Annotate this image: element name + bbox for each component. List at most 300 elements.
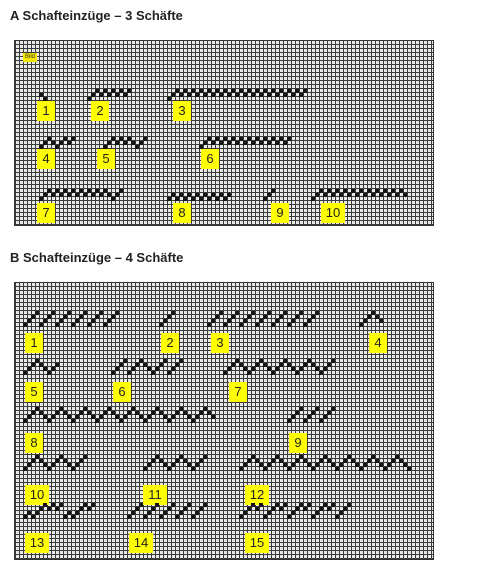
threading-cell bbox=[251, 311, 255, 315]
threading-cell bbox=[199, 197, 203, 201]
threading-cell bbox=[91, 93, 95, 97]
threading-cell bbox=[71, 515, 75, 519]
threading-cell bbox=[387, 463, 391, 467]
threading-cell bbox=[179, 511, 183, 515]
threading-cell bbox=[195, 463, 199, 467]
threading-cell bbox=[279, 315, 283, 319]
threading-cell bbox=[159, 363, 163, 367]
threading-cell bbox=[155, 367, 159, 371]
threading-cell bbox=[203, 141, 207, 145]
threading-cell bbox=[223, 323, 227, 327]
threading-cell bbox=[51, 311, 55, 315]
threading-cell bbox=[55, 145, 59, 149]
threading-cell bbox=[215, 315, 219, 319]
threading-cell bbox=[315, 311, 319, 315]
threading-cell bbox=[103, 411, 107, 415]
threading-cell bbox=[339, 463, 343, 467]
threading-cell bbox=[167, 371, 171, 375]
threading-cell bbox=[187, 93, 191, 97]
a-draft-label-2: 2 bbox=[91, 101, 109, 121]
threading-cell bbox=[67, 141, 71, 145]
threading-cell bbox=[23, 419, 27, 423]
threading-cell bbox=[219, 93, 223, 97]
threading-cell bbox=[243, 93, 247, 97]
threading-cell bbox=[403, 193, 407, 197]
threading-cell bbox=[195, 511, 199, 515]
a-draft-label-10: 10 bbox=[321, 203, 345, 223]
threading-cell bbox=[111, 371, 115, 375]
threading-cell bbox=[27, 367, 31, 371]
threading-cell bbox=[191, 467, 195, 471]
threading-cell bbox=[183, 197, 187, 201]
threading-cell bbox=[35, 511, 39, 515]
b-draft-label-6: 6 bbox=[113, 382, 131, 402]
a-draft-label-4: 4 bbox=[37, 149, 55, 169]
threading-cell bbox=[395, 193, 399, 197]
threading-cell bbox=[319, 371, 323, 375]
threading-cell bbox=[203, 455, 207, 459]
threading-cell bbox=[343, 507, 347, 511]
b-draft-label-14: 14 bbox=[129, 533, 153, 553]
threading-cell bbox=[191, 515, 195, 519]
threading-cell bbox=[339, 193, 343, 197]
threading-cell bbox=[123, 141, 127, 145]
threading-cell bbox=[79, 507, 83, 511]
b-draft-label-8: 8 bbox=[25, 433, 43, 453]
threading-cell bbox=[127, 371, 131, 375]
threading-cell bbox=[255, 363, 259, 367]
threading-cell bbox=[267, 511, 271, 515]
threading-cell bbox=[263, 467, 267, 471]
threading-cell bbox=[163, 511, 167, 515]
threading-cell bbox=[91, 193, 95, 197]
threading-cell bbox=[75, 193, 79, 197]
threading-cell bbox=[51, 415, 55, 419]
threading-cell bbox=[271, 459, 275, 463]
threading-cell bbox=[71, 467, 75, 471]
threading-cell bbox=[323, 415, 327, 419]
threading-cell bbox=[235, 141, 239, 145]
threading-cell bbox=[295, 411, 299, 415]
threading-cell bbox=[47, 315, 51, 319]
threading-cell bbox=[263, 315, 267, 319]
threading-cell bbox=[107, 141, 111, 145]
a-draft-label-1: 1 bbox=[37, 101, 55, 121]
threading-cell bbox=[151, 459, 155, 463]
threading-cell bbox=[267, 193, 271, 197]
threading-cell bbox=[379, 193, 383, 197]
threading-cell bbox=[335, 515, 339, 519]
a-draft-label-3: 3 bbox=[173, 101, 191, 121]
threading-cell bbox=[319, 419, 323, 423]
threading-cell bbox=[231, 315, 235, 319]
threading-cell bbox=[231, 363, 235, 367]
threading-cell bbox=[35, 311, 39, 315]
threading-cell bbox=[247, 459, 251, 463]
b-draft-label-13: 13 bbox=[25, 533, 49, 553]
threading-cell bbox=[151, 507, 155, 511]
threading-cell bbox=[355, 193, 359, 197]
threading-cell bbox=[143, 467, 147, 471]
threading-cell bbox=[171, 311, 175, 315]
threading-cell bbox=[291, 511, 295, 515]
threading-cell bbox=[339, 511, 343, 515]
threading-cell bbox=[323, 193, 327, 197]
threading-cell bbox=[151, 371, 155, 375]
threading-cell bbox=[243, 319, 247, 323]
threading-cell bbox=[275, 93, 279, 97]
threading-cell bbox=[275, 367, 279, 371]
threading-cell bbox=[47, 507, 51, 511]
threading-cell bbox=[115, 311, 119, 315]
threading-cell bbox=[327, 363, 331, 367]
threading-cell bbox=[171, 463, 175, 467]
threading-cell bbox=[75, 511, 79, 515]
threading-cell bbox=[99, 311, 103, 315]
threading-cell bbox=[287, 323, 291, 327]
b-draft-label-7: 7 bbox=[229, 382, 247, 402]
threading-cell bbox=[123, 415, 127, 419]
threading-cell bbox=[315, 407, 319, 411]
threading-cell bbox=[227, 193, 231, 197]
threading-cell bbox=[303, 419, 307, 423]
threading-cell bbox=[215, 197, 219, 201]
threading-cell bbox=[39, 507, 43, 511]
threading-cell bbox=[271, 189, 275, 193]
threading-cell bbox=[123, 93, 127, 97]
threading-cell bbox=[259, 141, 263, 145]
threading-cell bbox=[59, 141, 63, 145]
threading-grid-a bbox=[14, 40, 434, 226]
threading-cell bbox=[363, 319, 367, 323]
threading-cell bbox=[135, 507, 139, 511]
b-draft-label-2: 2 bbox=[161, 333, 179, 353]
threading-cell bbox=[295, 459, 299, 463]
threading-cell bbox=[271, 507, 275, 511]
threading-cell bbox=[283, 311, 287, 315]
threading-cell bbox=[167, 315, 171, 319]
threading-cell bbox=[107, 93, 111, 97]
threading-cell bbox=[303, 363, 307, 367]
threading-cell bbox=[279, 363, 283, 367]
threading-cell bbox=[327, 507, 331, 511]
threading-cell bbox=[167, 507, 171, 511]
threading-cell bbox=[223, 371, 227, 375]
threading-cell bbox=[55, 363, 59, 367]
threading-cell bbox=[311, 467, 315, 471]
threading-cell bbox=[267, 463, 271, 467]
threading-cell bbox=[143, 515, 147, 519]
threading-cell bbox=[331, 407, 335, 411]
threading-cell bbox=[59, 193, 63, 197]
threading-cell bbox=[75, 415, 79, 419]
threading-cell bbox=[251, 367, 255, 371]
threading-cell bbox=[311, 315, 315, 319]
threading-cell bbox=[175, 363, 179, 367]
threading-cell bbox=[195, 93, 199, 97]
threading-cell bbox=[243, 141, 247, 145]
b-draft-label-1: 1 bbox=[25, 333, 43, 353]
threading-cell bbox=[23, 515, 27, 519]
threading-cell bbox=[143, 137, 147, 141]
threading-cell bbox=[295, 315, 299, 319]
threading-cell bbox=[299, 367, 303, 371]
threading-cell bbox=[263, 515, 267, 519]
threading-cell bbox=[31, 315, 35, 319]
threading-cell bbox=[71, 323, 75, 327]
threading-cell bbox=[227, 319, 231, 323]
threading-cell bbox=[55, 507, 59, 511]
threading-cell bbox=[67, 193, 71, 197]
threading-cell bbox=[319, 507, 323, 511]
b-draft-label-5: 5 bbox=[25, 382, 43, 402]
threading-cell bbox=[159, 323, 163, 327]
threading-cell bbox=[59, 319, 63, 323]
threading-cell bbox=[211, 319, 215, 323]
b-draft-label-3: 3 bbox=[211, 333, 229, 353]
threading-cell bbox=[39, 197, 43, 201]
threading-cell bbox=[307, 503, 311, 507]
threading-cell bbox=[175, 459, 179, 463]
threading-cell bbox=[251, 93, 255, 97]
threading-cell bbox=[279, 507, 283, 511]
b-draft-label-12: 12 bbox=[245, 485, 269, 505]
threading-cell bbox=[27, 319, 31, 323]
threading-cell bbox=[275, 319, 279, 323]
threading-cell bbox=[243, 511, 247, 515]
threading-cell bbox=[387, 193, 391, 197]
threading-cell bbox=[31, 411, 35, 415]
threading-cell bbox=[131, 511, 135, 515]
threading-cell bbox=[247, 371, 251, 375]
threading-cell bbox=[219, 311, 223, 315]
threading-cell bbox=[299, 407, 303, 411]
threading-cell bbox=[243, 463, 247, 467]
threading-cell bbox=[163, 319, 167, 323]
threading-cell bbox=[179, 359, 183, 363]
threading-cell bbox=[135, 363, 139, 367]
threading-cell bbox=[99, 93, 103, 97]
threading-cell bbox=[75, 319, 79, 323]
threading-cell bbox=[207, 197, 211, 201]
threading-cell bbox=[271, 371, 275, 375]
threading-cell bbox=[195, 415, 199, 419]
threading-cell bbox=[359, 467, 363, 471]
threading-cell bbox=[179, 93, 183, 97]
threading-cell bbox=[211, 141, 215, 145]
threading-cell bbox=[115, 193, 119, 197]
threading-cell bbox=[291, 463, 295, 467]
threading-cell bbox=[135, 145, 139, 149]
threading-cell bbox=[139, 503, 143, 507]
threading-cell bbox=[287, 467, 291, 471]
threading-cell bbox=[303, 507, 307, 511]
threading-cell bbox=[119, 419, 123, 423]
threading-cell bbox=[51, 193, 55, 197]
threading-cell bbox=[239, 323, 243, 327]
threading-cell bbox=[167, 467, 171, 471]
a-draft-label-7: 7 bbox=[37, 203, 55, 223]
threading-cell bbox=[115, 93, 119, 97]
picture-badge: Bild bbox=[25, 54, 36, 60]
threading-cell bbox=[303, 89, 307, 93]
threading-cell bbox=[327, 411, 331, 415]
threading-cell bbox=[83, 455, 87, 459]
a-draft-label-9: 9 bbox=[271, 203, 289, 223]
threading-cell bbox=[247, 507, 251, 511]
threading-cell bbox=[83, 193, 87, 197]
threading-cell bbox=[47, 371, 51, 375]
b-draft-label-15: 15 bbox=[245, 533, 269, 553]
threading-cell bbox=[119, 363, 123, 367]
threading-cell bbox=[315, 193, 319, 197]
threading-cell bbox=[99, 415, 103, 419]
threading-cell bbox=[235, 93, 239, 97]
threading-cell bbox=[31, 515, 35, 519]
threading-cell bbox=[255, 507, 259, 511]
threading-cell bbox=[167, 197, 171, 201]
threading-cell bbox=[287, 515, 291, 519]
threading-cell bbox=[187, 503, 191, 507]
threading-cell bbox=[91, 503, 95, 507]
threading-cell bbox=[219, 141, 223, 145]
threading-cell bbox=[183, 507, 187, 511]
threading-cell bbox=[71, 419, 75, 423]
threading-cell bbox=[55, 459, 59, 463]
threading-cell bbox=[131, 367, 135, 371]
threading-cell bbox=[159, 515, 163, 519]
a-draft-label-6: 6 bbox=[201, 149, 219, 169]
threading-cell bbox=[259, 93, 263, 97]
threading-cell bbox=[23, 323, 27, 327]
threading-cell bbox=[199, 411, 203, 415]
threading-cell bbox=[331, 359, 335, 363]
threading-cell bbox=[63, 515, 67, 519]
threading-cell bbox=[115, 367, 119, 371]
threading-cell bbox=[259, 503, 263, 507]
threading-cell bbox=[99, 193, 103, 197]
threading-cell bbox=[307, 415, 311, 419]
threading-cell bbox=[407, 467, 411, 471]
threading-cell bbox=[175, 197, 179, 201]
threading-cell bbox=[383, 467, 387, 471]
threading-cell bbox=[107, 319, 111, 323]
threading-cell bbox=[147, 415, 151, 419]
threading-cell bbox=[291, 319, 295, 323]
threading-cell bbox=[251, 141, 255, 145]
threading-cell bbox=[227, 141, 231, 145]
threading-cell bbox=[43, 319, 47, 323]
threading-cell bbox=[203, 93, 207, 97]
section-b-heading: B Schafteinzüge – 4 Schäfte bbox=[10, 250, 184, 265]
threading-cell bbox=[171, 415, 175, 419]
threading-cell bbox=[311, 411, 315, 415]
threading-cell bbox=[91, 319, 95, 323]
threading-cell bbox=[207, 323, 211, 327]
b-draft-label-9: 9 bbox=[289, 433, 307, 453]
threading-cell bbox=[31, 459, 35, 463]
threading-cell bbox=[87, 507, 91, 511]
threading-cell bbox=[315, 511, 319, 515]
threading-cell bbox=[83, 311, 87, 315]
threading-cell bbox=[127, 411, 131, 415]
threading-cell bbox=[363, 463, 367, 467]
threading-cell bbox=[127, 89, 131, 93]
threading-cell bbox=[123, 359, 127, 363]
b-draft-label-4: 4 bbox=[369, 333, 387, 353]
threading-cell bbox=[111, 197, 115, 201]
threading-cell bbox=[199, 459, 203, 463]
threading-cell bbox=[227, 93, 231, 97]
threading-cell bbox=[39, 323, 43, 327]
threading-cell bbox=[267, 311, 271, 315]
threading-cell bbox=[127, 515, 131, 519]
threading-cell bbox=[371, 193, 375, 197]
threading-cell bbox=[319, 459, 323, 463]
b-draft-label-10: 10 bbox=[25, 485, 49, 505]
threading-cell bbox=[379, 319, 383, 323]
threading-cell bbox=[323, 367, 327, 371]
threading-cell bbox=[111, 315, 115, 319]
threading-cell bbox=[95, 315, 99, 319]
threading-cell bbox=[331, 503, 335, 507]
threading-cell bbox=[331, 193, 335, 197]
threading-cell bbox=[235, 311, 239, 315]
threading-cell bbox=[359, 323, 363, 327]
threading-cell bbox=[315, 463, 319, 467]
threading-cell bbox=[347, 193, 351, 197]
threading-cell bbox=[227, 367, 231, 371]
threading-cell bbox=[79, 411, 83, 415]
threading-cell bbox=[79, 315, 83, 319]
threading-cell bbox=[255, 323, 259, 327]
threading-cell bbox=[167, 97, 171, 101]
threading-cell bbox=[211, 93, 215, 97]
threading-cell bbox=[347, 503, 351, 507]
threading-cell bbox=[291, 415, 295, 419]
threading-cell bbox=[71, 137, 75, 141]
threading-cell bbox=[267, 93, 271, 97]
threading-cell bbox=[151, 411, 155, 415]
threading-cell bbox=[263, 197, 267, 201]
threading-cell bbox=[191, 197, 195, 201]
threading-grid-b bbox=[14, 282, 434, 560]
threading-cell bbox=[139, 141, 143, 145]
threading-cell bbox=[175, 515, 179, 519]
threading-cell bbox=[163, 359, 167, 363]
threading-cell bbox=[171, 503, 175, 507]
threading-cell bbox=[47, 419, 51, 423]
threading-cell bbox=[95, 419, 99, 423]
threading-cell bbox=[55, 323, 59, 327]
threading-cell bbox=[47, 467, 51, 471]
threading-cell bbox=[43, 193, 47, 197]
threading-cell bbox=[287, 419, 291, 423]
threading-cell bbox=[271, 323, 275, 327]
threading-cell bbox=[75, 463, 79, 467]
threading-cell bbox=[343, 459, 347, 463]
threading-cell bbox=[51, 463, 55, 467]
threading-cell bbox=[363, 193, 367, 197]
threading-cell bbox=[299, 93, 303, 97]
threading-cell bbox=[391, 459, 395, 463]
threading-cell bbox=[147, 511, 151, 515]
threading-cell bbox=[55, 411, 59, 415]
threading-cell bbox=[51, 367, 55, 371]
threading-cell bbox=[203, 503, 207, 507]
threading-cell bbox=[27, 463, 31, 467]
threading-cell bbox=[335, 467, 339, 471]
